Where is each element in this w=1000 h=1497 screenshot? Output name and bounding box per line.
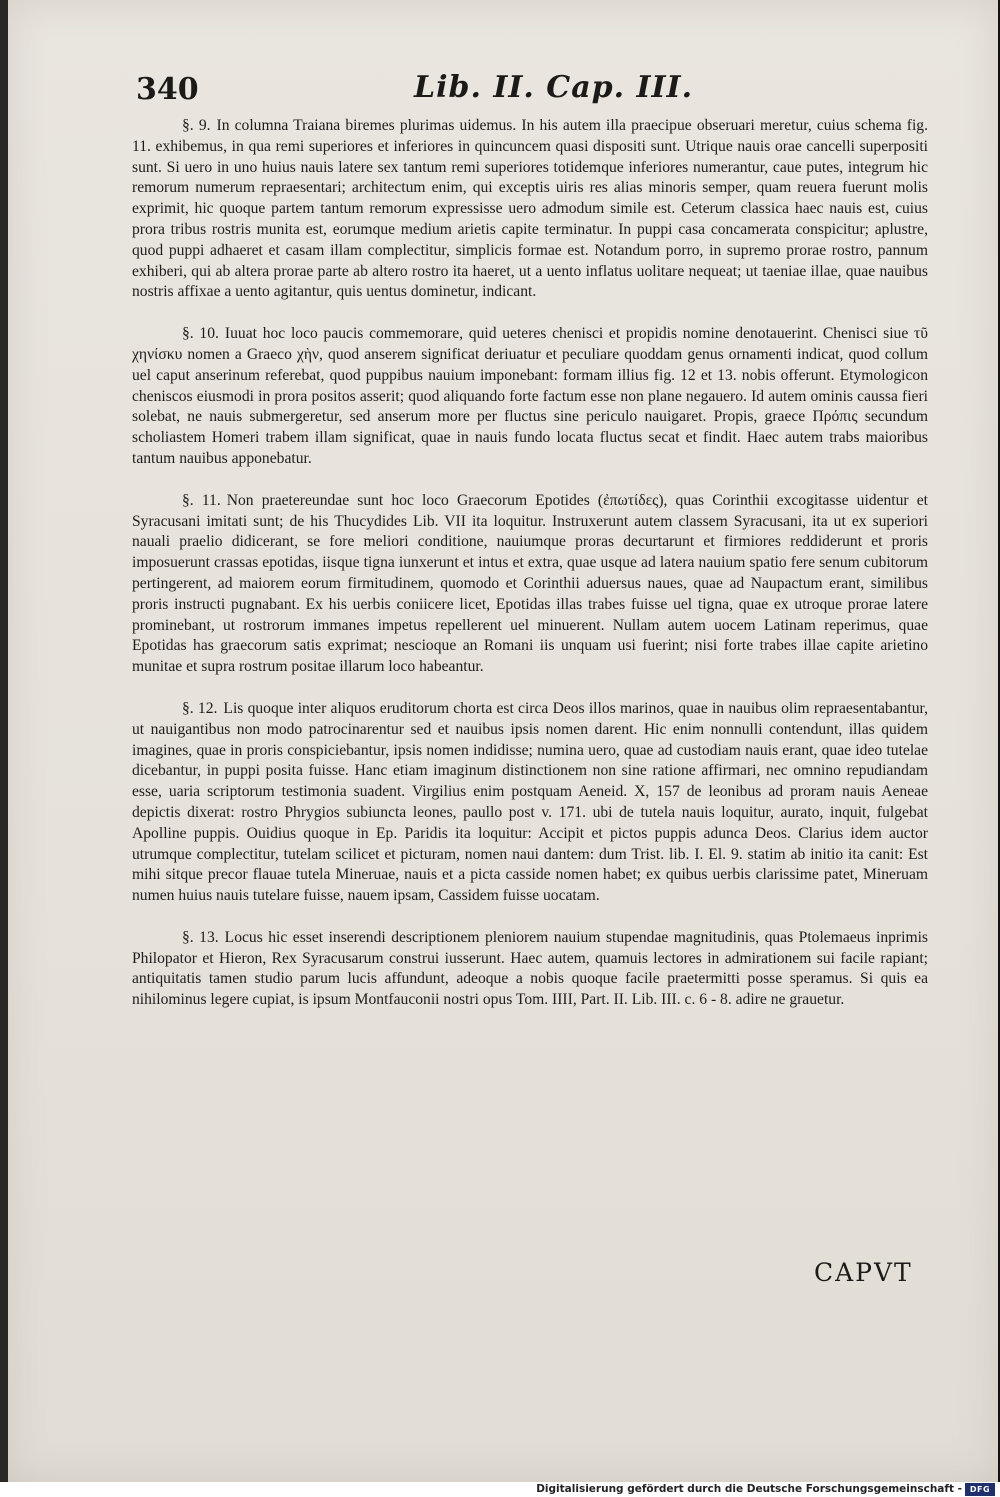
section-mark: §. 10.: [182, 325, 219, 343]
paragraph-text: Non praetereundae sunt hoc loco Graecorum Epotides (ἐπωτίδες), quas Corinthii excogitasse uidentur et Syracusani imitati sunt; de his Thucydides Lib. VII ita loquitur. Instruxerunt autem classem Syracusani, ita ut ex superiori nauali praelio didicerant, se fore meliori conditione, nauiumque proras decurtarunt et firmiores reddiderunt et proris imposuerunt crassas epotidas, iisque tigna iunxerunt et intus et extra, quae usque ad latera nauium spatio fere senum cubitorum pertingerent, ad maiorem eorum firmitudinem, quomodo et Corinthii aduersus naues, quae ad Naupactum erant, similibus proris instructi pugnabant. Ex his uerbis coniicere licet, Epotidas illas trabes fuisse uel tigna, quae ex utroque prorae latere prominebant, ut rostrorum immanes impetus repellerent uel minuerent. Nullam autem uocem Latinam reperimus, quae Epotidas has graecorum satis exprimat; nescioque an Romani iis unquam usi fuerint; nisi forte trabes illae capite arietino munitae et supra rostrum positae illarum loco habeantur.: [132, 491, 928, 676]
section-mark: §. 13.: [182, 928, 219, 946]
paragraph-9: [132, 116, 928, 303]
paragraph-text: In columna Traiana biremes plurimas uidemus. In his autem illa praecipue obseruari meretur, cuius schema fig. 11. exhibemus, in qua remi superiores et inferiores in quincuncem quasi dispositi sunt. Utrique nauis orae cancelli superpositi sunt. Si uero in uno huius nauis latere sex tantum remi superiores totidemque inferiores numerantur, caue putes, integrum hic remorum numerum repraesentari; architectum enim, qui exceptis uiris res alias minoris semper, quam reuera fuerunt molis exprimit, hic quoque partem tantum remorum expressisse uero admodum simile est. Ceterum classica haec nauis est, cuius prora tribus rostris munita est, eorumque medium arietis capite terminatur. In puppi casa concamerata conspicitur; aplustre, quod puppi adhaeret et casam illam complectitur, simplicis formae est. Notandum porro, in supremo prorae rostro, pannum exhiberi, qui ab altera prorae parte ab altero rostro ita haeret, ut a uento inflatus uolitare nequeat; ut taeniae illae, quae nauibus nostris affixae a uento agitantur, quis uentus dominetur, indicant.: [132, 117, 928, 301]
paragraph-11: [132, 491, 928, 678]
paragraph-text: Locus hic esset inserendi descriptionem pleniorem nauium stupendae magnitudinis, quas Ptolemaeus inprimis Philopator et Hieron, Rex Syracusarum construi iusserunt. Haec autem, quamuis lectores in admirationem sui facile rapiant; antiquitatis tamen studio parum lucis affundunt, adeoque a nobis quoque facile praetermitti posse speramus. Si quis ea nihilominus legere cupiat, is ipsum Montfauconii nostri opus Tom. IIII, Part. II. Lib. III. c. 6 - 8. adire ne grauetur.: [132, 928, 928, 1009]
catchword: CAPVT: [814, 1258, 913, 1287]
paragraph-10: [132, 324, 928, 470]
running-head: Lib. II. Cap. III.: [414, 70, 694, 105]
dfg-logo-icon: DFG: [965, 1483, 995, 1496]
page-edge: [0, 0, 8, 1482]
paragraph-13: [132, 928, 928, 1011]
section-mark: §. 12.: [182, 699, 218, 717]
digitization-footer: [0, 1482, 1000, 1497]
paragraph-12: [132, 699, 928, 907]
section-mark: §. 11.: [182, 491, 221, 509]
body-text: [132, 116, 928, 1011]
paragraph-text: Iuuat hoc loco paucis commemorare, quid ueteres chenisci et propidis nomine denotauerint. Chenisci siue τῦ χηνίσκυ nomen a Graeco χὴν, quod anserem significat deriuatur et peculiare quoddam genus ornamenti indicat, quod collum uel caput anserinum referebat, quod puppibus nauium imponebant: formam illius fig. 12 et 13. nobis offerunt. Etymologicon cheniscos eiusmodi in prora positos asserit; quod aliquando forte factum esse non plane negauero. Id autem ominis caussa fieri solebat, ne nauis submergeretur, sed anserum more per fluctus sine periculo nauigaret. Propis, graece Πρόπις secundum scholiastem Homeri trabem illam significat, quae in nauis fundo locata fluctus secat et findit. Haec autem trabs maioribus tantum nauibus apponebatur.: [132, 325, 928, 467]
page-header: [132, 68, 932, 116]
footer-credit: Digitalisierung gefördert durch die Deutsche Forschungsgemeinschaft -: [536, 1483, 962, 1495]
paragraph-text: Lis quoque inter aliquos eruditorum chorta est circa Deos illos marinos, quae in nauibus olim repraesentabantur, ut nauigantibus non modo patrocinarentur sed et nauibus ipsis nomen darent. Hic enim nonnulli contendunt, illas quidem imagines, quae in proris conspiciebantur, ipsis nomen indidisse; numina uero, quae ad custodiam nauis erant, quae ideo tutelae dicebantur, in puppi posita fuisse. Hanc etiam imaginum distinctionem non sine ratione affirmari, nec omnino repudiandam esse, uaria scriptorum testimonia suadent. Virgilius enim postquam Aeneid. X, 157 de leonibus ad proram nauis Aeneae depictis dixerat: rostro Phrygios subiuncta leones, paullo post v. 171. ubi de tutela nauis loquitur, aurato, inquit, fulgebat Apolline puppis. Ouidius quoque in Ep. Paridis ita loquitur: Accipit et pictos puppis adunca Deos. Clarius idem auctor utrumque complectitur, tutelam scilicet et picturam, nomen naui dantem: dum Trist. lib. I. El. 9. statim ab initio ita canit: Est mihi sitque precor flauae tutela Mineruae, nauis et a picta casside nomen habet; ex quibus uerbis clarissime patet, Mineruam numen huius nauis tutelare fuisse, nauem ipsam, Cassidem fuisse uocatam.: [132, 699, 928, 905]
section-mark: §. 9.: [182, 117, 211, 134]
page-number: 340: [136, 72, 199, 107]
